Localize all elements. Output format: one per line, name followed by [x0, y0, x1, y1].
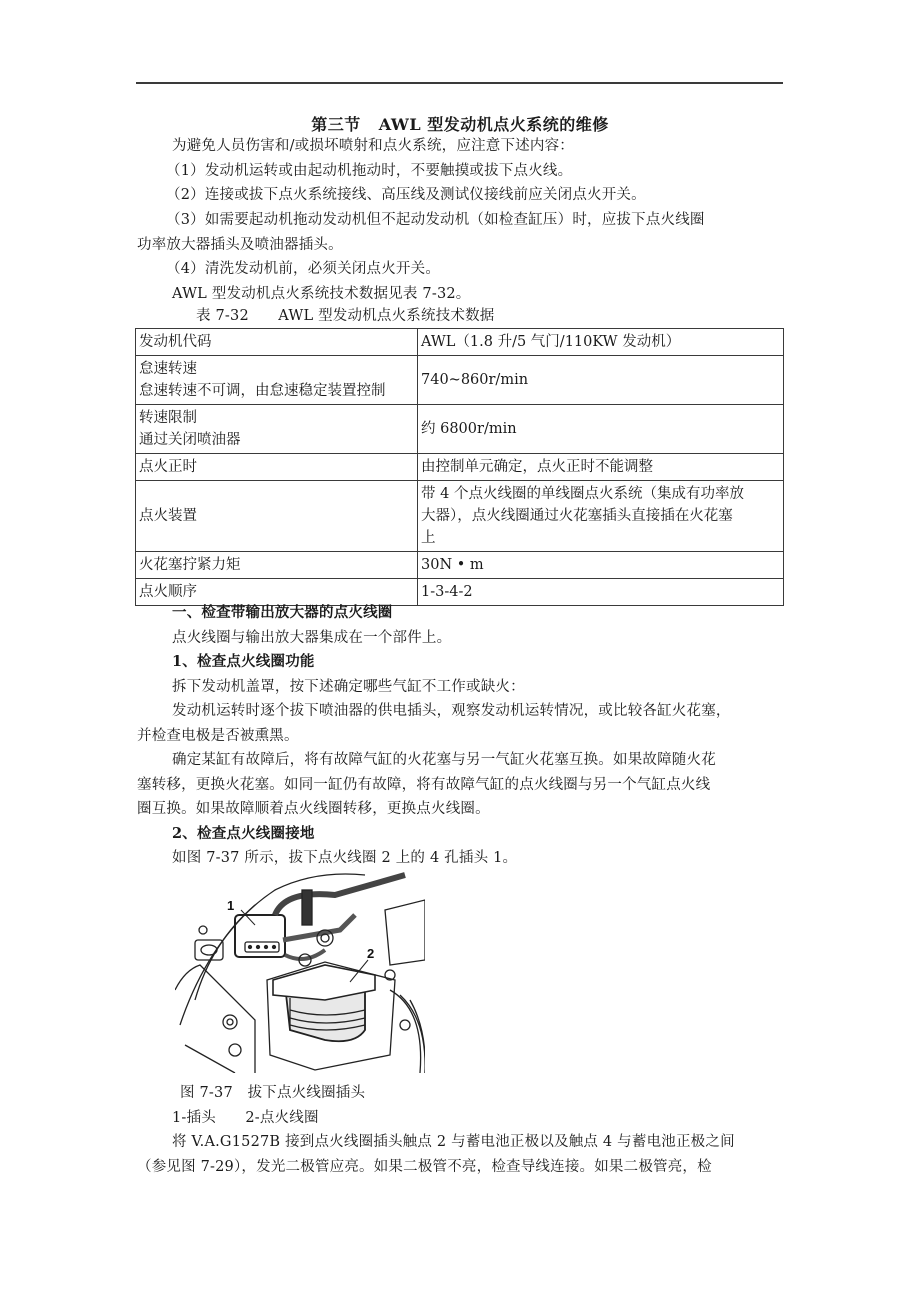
para-figure-ref: 如图 7-37 所示，拔下点火线圈 2 上的 4 孔插头 1。	[172, 850, 518, 866]
para-test-line1: 将 V.A.G1527B 接到点火线圈插头触点 2 与蓄电池正极以及触点 4 与蓄电池正极之间	[172, 1134, 735, 1150]
para-injector-line2: 并检查电极是否被熏黑。	[137, 728, 299, 744]
table-cell-value: AWL（1.8 升/5 气门/110KW 发动机）	[418, 329, 784, 356]
table-cell-value: 由控制单元确定，点火正时不能调整	[418, 454, 784, 481]
table-row	[136, 552, 784, 579]
precaution-3: （3）如需要起动机拖动发动机但不起动发动机（如检查缸压）时，应拔下点火线圈	[166, 212, 705, 228]
table-caption: 表 7-32 AWL 型发动机点火系统技术数据	[196, 308, 495, 324]
table-row	[136, 454, 784, 481]
precaution-2: （2）连接或拔下点火系统接线、高压线及测试仪接线前应关闭点火开关。	[166, 187, 646, 203]
table-cell-value: 约 6800r/min	[418, 405, 784, 454]
table-row	[136, 356, 784, 405]
table-row	[136, 405, 784, 454]
para-injector-line1: 发动机运转时逐个拔下喷油器的供电插头，观察发动机运转情况，或比较各缸火花塞，	[172, 703, 731, 719]
table-cell-key: 怠速转速 怠速转速不可调，由怠速稳定装置控制	[136, 356, 418, 405]
precaution-4: （4）清洗发动机前，必须关闭点火开关。	[166, 261, 441, 277]
para-test-line2: （参见图 7-29），发光二极管应亮。如果二极管不亮，检查导线连接。如果二极管亮，检	[137, 1159, 712, 1175]
figure-caption: 图 7-37 拔下点火线圈插头	[180, 1085, 366, 1101]
heading-check-coil: 一、检查带输出放大器的点火线圈	[172, 604, 393, 621]
section-heading: AWL 型发动机点火系统的维修	[378, 115, 609, 134]
header-rule	[136, 82, 783, 84]
table-row	[136, 329, 784, 356]
para-coil-integrated: 点火线圈与输出放大器集成在一个部件上。	[172, 630, 452, 646]
heading-check-coil-function: 1、检查点火线圈功能	[172, 653, 315, 670]
precaution-1: （1）发动机运转或由起动机拖动时，不要触摸或拔下点火线。	[166, 163, 573, 179]
table-row	[136, 579, 784, 606]
table-cell-key: 点火装置	[136, 481, 418, 552]
section-number: 第三节	[311, 115, 361, 134]
callout-1: 1	[227, 898, 235, 913]
table-cell-key: 点火正时	[136, 454, 418, 481]
table-cell-value: 1-3-4-2	[418, 579, 784, 606]
table-cell-value: 带 4 个点火线圈的单线圈点火系统（集成有功率放 大器），点火线圈通过火花塞插头直接插在火花塞 上	[418, 481, 784, 552]
precaution-3-cont: 功率放大器插头及喷油器插头。	[137, 237, 343, 253]
para-fault-line3: 圈互换。如果故障顺着点火线圈转移，更换点火线圈。	[137, 801, 490, 817]
para-remove-cover: 拆下发动机盖罩，按下述确定哪些气缸不工作或缺火：	[172, 679, 525, 695]
para-fault-line2: 塞转移，更换火花塞。如同一缸仍有故障，将有故障气缸的点火线圈与另一个气缸点火线	[137, 777, 711, 793]
heading-check-coil-ground: 2、检查点火线圈接地	[172, 825, 315, 842]
figure-legend: 1-插头 2-点火线圈	[172, 1110, 319, 1126]
table-cell-key: 点火顺序	[136, 579, 418, 606]
table-cell-value: 740~860r/min	[418, 356, 784, 405]
table-row	[136, 481, 784, 552]
table-cell-key: 火花塞拧紧力矩	[136, 552, 418, 579]
spec-table	[135, 328, 784, 606]
callout-2: 2	[367, 946, 375, 961]
table-cell-key: 转速限制 通过关闭喷油器	[136, 405, 418, 454]
section-title	[0, 114, 920, 136]
ignition-coil-illustration	[175, 870, 425, 1073]
table-cell-value: 30N • m	[418, 552, 784, 579]
table-reference: AWL 型发动机点火系统技术数据见表 7-32。	[172, 286, 471, 302]
intro-text: 为避免人员伤害和/或损坏喷射和点火系统，应注意下述内容：	[172, 138, 574, 154]
para-fault-line1: 确定某缸有故障后，将有故障气缸的火花塞与另一气缸火花塞互换。如果故障随火花	[172, 752, 716, 768]
table-cell-key: 发动机代码	[136, 329, 418, 356]
